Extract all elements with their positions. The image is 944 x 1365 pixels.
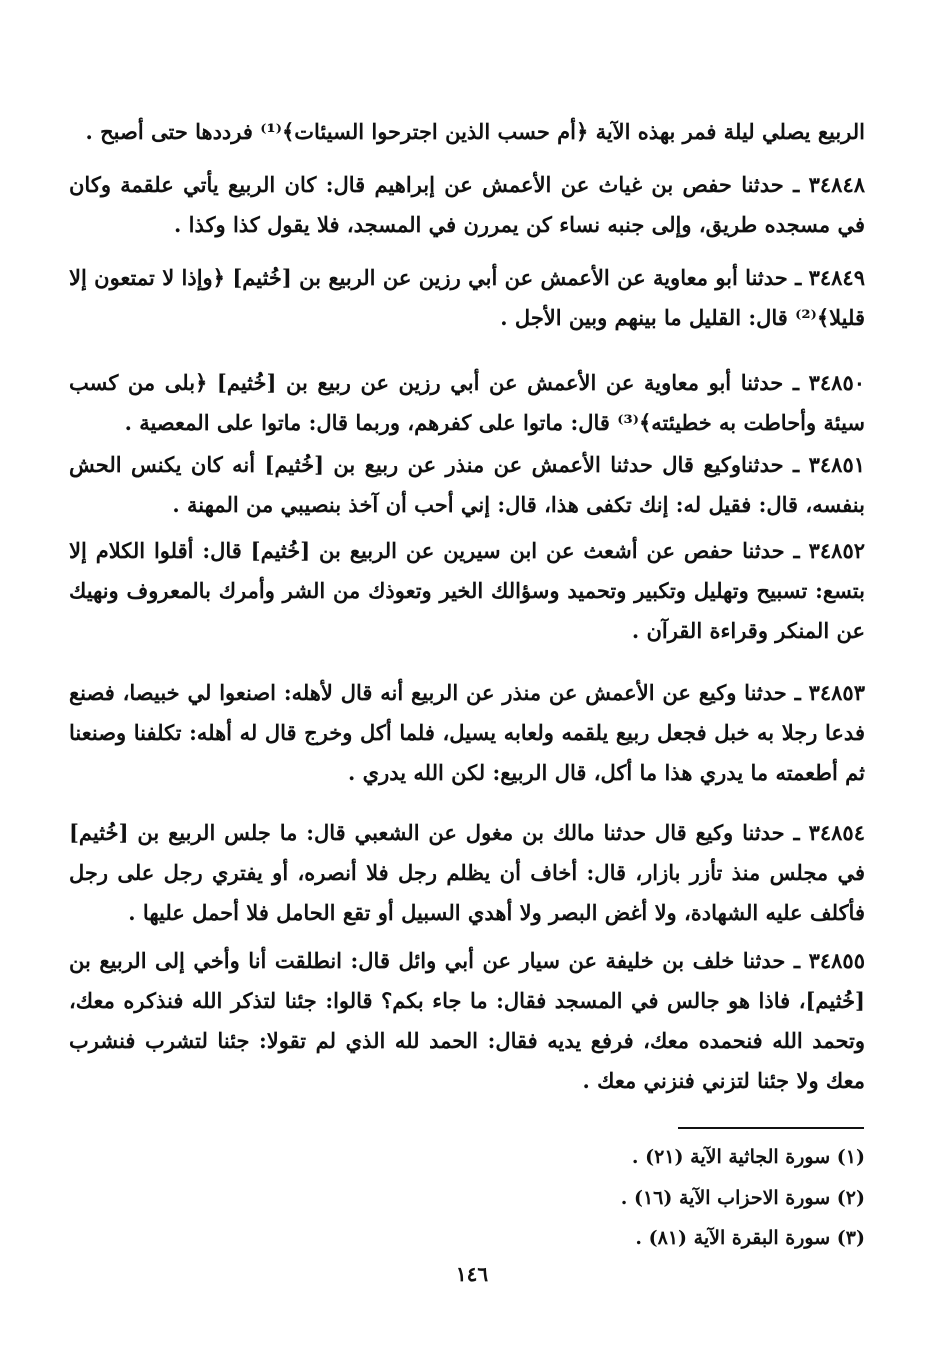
- hadith-34853: [69, 673, 865, 793]
- hadith-34855: [69, 941, 865, 1101]
- hadith-number: ٣٤٨٤٨: [808, 172, 866, 197]
- page-number: ١٤٦: [455, 1262, 489, 1286]
- hadith-number: ٣٤٨٥٤: [808, 820, 865, 845]
- paragraph-text: الربيع يصلي ليلة فمر بهذه الآية ﴿أم حسب الذين اجترحوا السيئات﴾⁽¹⁾ فرددها حتى أصبح .: [85, 119, 865, 144]
- hadith-text: ـ حدثنا أبو معاوية عن الأعمش عن أبي رزين عن الربيع بن [خُثيم] ﴿وإذا لا تمتعون إلا قليلا﴾⁽²⁾ قال: القليل ما بينهم وبين الأجل .: [69, 265, 865, 330]
- hadith-34850: [69, 363, 865, 443]
- footnote-1: (١) سورة الجاثية الآية (٢١) .: [631, 1146, 865, 1168]
- hadith-text: ـ حدثناوكيع قال حدثنا الأعمش عن منذر عن ربيع بن [خُثيم] أنه كان يكنس الحش بنفسه، قال: فقيل له: إنك تكفى هذا، قال: إني أحب أن آخذ بنصيبي من المهنة .: [69, 452, 865, 517]
- hadith-number: ٣٤٨٥١: [808, 452, 866, 477]
- hadith-number: ٣٤٨٥٢: [808, 538, 866, 563]
- hadith-number: ٣٤٨٥٠: [808, 370, 866, 395]
- hadith-text: ـ حدثنا وكيع عن الأعمش عن منذر عن الربيع أنه قال لأهله: اصنعوا لي خبيصا، فصنع فدعا رجلا به خبل فجعل ربيع يلقمه ولعابه يسيل، فلما أكل وخرج قال له أهله: تكلفنا وصنعنا ثم أطعمته ما يدري هذا ما أكل، قال الربيع: لكن الله يدري .: [69, 680, 865, 785]
- hadith-number: ٣٤٨٤٩: [808, 265, 865, 290]
- hadith-34848: [69, 165, 865, 245]
- hadith-34849: [69, 258, 865, 338]
- hadith-34851: [69, 445, 865, 525]
- paragraph-continued: [69, 112, 865, 152]
- hadith-34852: [69, 531, 865, 651]
- hadith-number: ٣٤٨٥٣: [808, 680, 865, 705]
- hadith-text: ـ حدثنا أبو معاوية عن الأعمش عن أبي رزين عن ربيع بن [خُثيم] ﴿بلى من كسب سيئة وأحاطت به خطيئته﴾⁽³⁾ قال: ماتوا على كفرهم، وربما قال: ماتوا على المعصية .: [69, 370, 865, 435]
- footnote-divider: [678, 1127, 864, 1129]
- footnote-3: (٣) سورة البقرة الآية (٨١) .: [635, 1227, 865, 1249]
- footnote-2: (٢) سورة الاحزاب الآية (١٦) .: [620, 1187, 865, 1209]
- hadith-text: ـ حدثنا خلف بن خليفة عن سيار عن أبي وائل قال: انطلقت أنا وأخي إلى الربيع بن [خُثيم]، فاذا هو جالس في المسجد فقال: ما جاء بكم؟ قالوا: جئنا لتذكر الله فنذكره معك، وتحمد الله فنحمده معك، فرفع يديه فقال: الحمد لله الذي لم تقولا: جئنا لتشرب فنشرب معك ولا جئنا لتزني فنزني معك .: [69, 948, 865, 1093]
- hadith-number: ٣٤٨٥٥: [808, 948, 865, 973]
- hadith-text: ـ حدثنا حفص عن أشعث عن ابن سيرين عن الربيع بن [خُثيم] قال: أقلوا الكلام إلا بتسع: تسبيح وتهليل وتكبير وتحميد وسؤالك الخير وتعوذك من الشر وأمرك بالمعروف ونهيك عن المنكر وقراءة القرآن .: [69, 538, 865, 643]
- hadith-34854: [69, 813, 865, 933]
- hadith-text: ـ حدثنا حفص بن غياث عن الأعمش عن إبراهيم قال: كان الربيع يأتي علقمة وكان في مسجده طريق، وإلى جنبه نساء كن يمررن في المسجد، فلا يقول كذا وكذا .: [69, 172, 865, 237]
- hadith-text: ـ حدثنا وكيع قال حدثنا مالك بن مغول عن الشعبي قال: ما جلس الربيع بن [خُثيم] في مجلس منذ تأزر بازار، قال: أخاف أن يظلم رجل فلا أنصره، أو يفتري رجل على رجل فأكلف عليه الشهادة، ولا أغض البصر ولا أهدي السبيل أو تقع الحامل فلا أحمل عليها .: [69, 820, 865, 925]
